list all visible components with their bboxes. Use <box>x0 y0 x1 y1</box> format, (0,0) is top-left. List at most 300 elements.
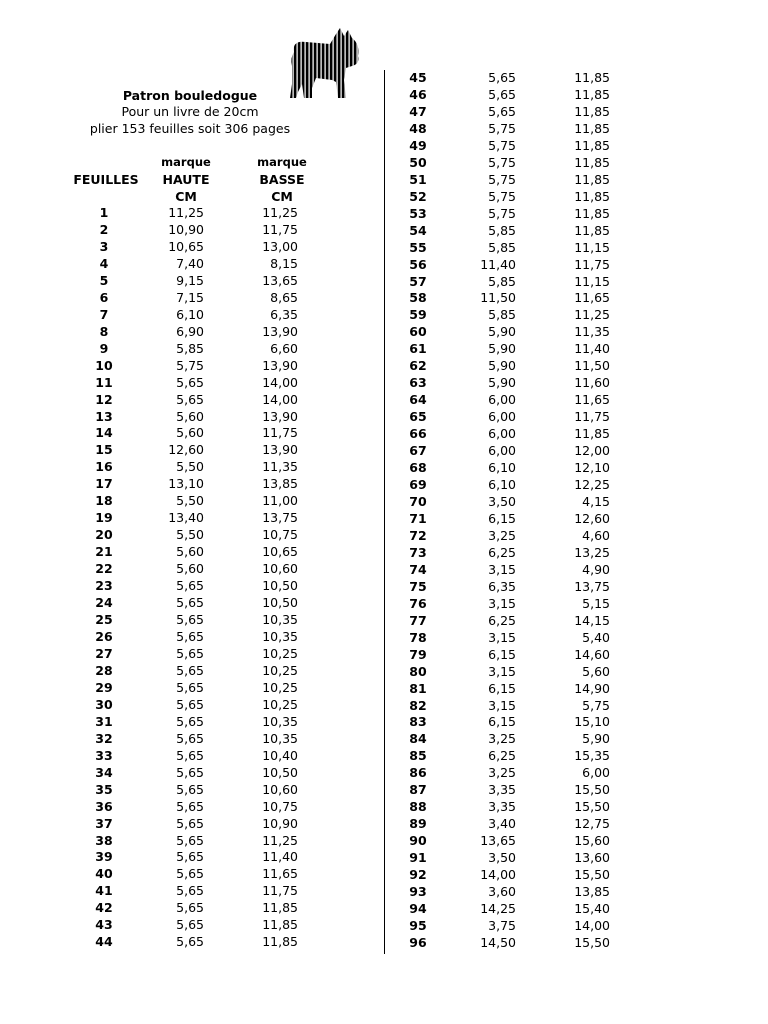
column-header-haute-line2: HAUTE <box>162 172 210 187</box>
marque-haute-value: 5,75 <box>488 154 516 170</box>
marque-haute-value: 5,65 <box>488 103 516 119</box>
marque-basse-value: 15,50 <box>574 799 610 815</box>
marque-basse-value: 4,90 <box>582 561 610 577</box>
marque-basse-value: 5,75 <box>582 697 610 713</box>
marque-haute-value: 6,35 <box>488 578 516 594</box>
marque-basse-value: 4,15 <box>582 494 610 509</box>
feuille-number: 74 <box>409 561 427 577</box>
feuille-number: 66 <box>409 426 427 442</box>
marque-basse-value: 11,65 <box>262 866 298 882</box>
marque-basse-value: 10,50 <box>262 764 298 780</box>
marque-basse-value: 14,60 <box>574 646 610 662</box>
marque-haute-value: 5,90 <box>488 358 516 374</box>
marque-haute-value: 5,65 <box>176 391 204 407</box>
marque-basse-value: 11,85 <box>262 917 298 933</box>
marque-basse-value: 11,85 <box>574 70 610 85</box>
marque-haute-value: 5,75 <box>488 188 516 204</box>
marque-basse-value: 13,85 <box>574 884 610 900</box>
marque-haute-value: 5,65 <box>176 849 204 865</box>
marque-haute-value: 10,65 <box>168 238 204 254</box>
marque-basse-value: 11,85 <box>262 934 298 950</box>
marque-basse-value: 10,90 <box>262 815 298 831</box>
table-row <box>0 798 768 815</box>
feuille-number: 6 <box>99 289 109 305</box>
marque-haute-value: 5,65 <box>176 730 204 746</box>
table-row <box>0 595 768 612</box>
feuille-number: 55 <box>409 239 427 255</box>
column-header-basse-line2: BASSE <box>259 172 305 187</box>
marque-basse-value: 11,25 <box>262 832 298 848</box>
table-row <box>0 663 768 680</box>
feuille-number: 79 <box>409 646 427 662</box>
feuille-number: 14 <box>95 425 113 441</box>
feuille-number: 85 <box>409 748 427 764</box>
marque-haute-value: 3,15 <box>488 697 516 713</box>
marque-haute-value: 5,50 <box>176 493 204 509</box>
feuille-number: 82 <box>409 697 427 713</box>
marque-haute-value: 5,60 <box>176 408 204 424</box>
marque-haute-value: 5,85 <box>488 222 516 238</box>
table-row <box>0 340 768 357</box>
document-subtitle-page-count: plier 153 feuilles soit 306 pages <box>89 121 291 136</box>
marque-haute-value: 13,10 <box>168 476 204 492</box>
marque-basse-value: 5,90 <box>582 731 610 747</box>
table-row <box>0 69 768 86</box>
marque-haute-value: 3,15 <box>488 629 516 645</box>
feuille-number: 49 <box>409 137 427 153</box>
marque-haute-value: 5,65 <box>176 883 204 899</box>
marque-haute-value: 14,25 <box>480 901 516 917</box>
marque-basse-value: 6,00 <box>582 765 610 781</box>
feuille-number: 30 <box>95 696 113 712</box>
marque-haute-value: 3,35 <box>488 782 516 798</box>
feuille-number: 45 <box>409 70 427 85</box>
marque-basse-value: 14,00 <box>262 391 298 407</box>
marque-haute-value: 5,65 <box>176 612 204 628</box>
marque-haute-value: 5,65 <box>176 679 204 695</box>
table-row <box>0 391 768 408</box>
feuille-number: 52 <box>409 188 427 204</box>
table-row <box>0 680 768 697</box>
table-row <box>0 459 768 476</box>
feuille-number: 94 <box>409 901 427 917</box>
marque-haute-value: 5,65 <box>176 713 204 729</box>
marque-basse-value: 11,85 <box>262 900 298 916</box>
feuille-number: 89 <box>409 816 427 832</box>
feuille-number: 77 <box>409 612 427 628</box>
table-row <box>0 612 768 629</box>
marque-basse-value: 10,75 <box>262 527 298 543</box>
marque-basse-value: 11,50 <box>574 358 610 374</box>
marque-basse-value: 11,75 <box>262 883 298 899</box>
marque-haute-value: 5,65 <box>176 696 204 712</box>
feuille-number: 19 <box>95 510 113 526</box>
marque-basse-value: 10,60 <box>262 781 298 797</box>
marque-haute-value: 5,75 <box>488 171 516 187</box>
marque-haute-value: 3,40 <box>488 816 516 832</box>
column-header-feuilles: FEUILLES <box>73 172 139 187</box>
table-row <box>0 120 768 137</box>
feuille-number: 43 <box>95 917 113 933</box>
marque-basse-value: 11,85 <box>574 188 610 204</box>
marque-basse-value: 15,50 <box>574 782 610 798</box>
feuille-number: 81 <box>409 680 427 696</box>
marque-basse-value: 11,85 <box>574 171 610 187</box>
marque-haute-value: 5,65 <box>176 629 204 644</box>
marque-basse-value: 12,10 <box>574 460 610 476</box>
feuille-number: 38 <box>95 832 113 848</box>
marque-basse-value: 13,75 <box>262 510 298 526</box>
marque-haute-value: 3,25 <box>488 527 516 543</box>
feuille-number: 56 <box>409 256 427 272</box>
marque-haute-value: 5,65 <box>176 900 204 916</box>
marque-haute-value: 3,35 <box>488 799 516 815</box>
marque-haute-value: 6,10 <box>488 477 516 493</box>
marque-haute-value: 11,25 <box>168 205 204 220</box>
document-subtitle-book-size: Pour un livre de 20cm <box>121 104 259 119</box>
feuille-number: 9 <box>99 340 109 356</box>
marque-haute-value: 5,65 <box>176 798 204 814</box>
marque-basse-value: 10,35 <box>262 713 298 729</box>
table-row <box>0 713 768 730</box>
marque-haute-value: 5,65 <box>176 934 204 950</box>
feuille-number: 42 <box>95 900 113 916</box>
feuille-number: 44 <box>95 934 113 950</box>
marque-haute-value: 5,85 <box>488 307 516 323</box>
feuille-number: 88 <box>409 799 427 815</box>
feuille-number: 31 <box>95 713 113 729</box>
feuille-number: 20 <box>95 527 113 543</box>
table-row <box>0 425 768 442</box>
marque-basse-value: 11,75 <box>262 221 298 237</box>
feuille-number: 3 <box>99 238 109 254</box>
feuille-number: 18 <box>95 493 113 509</box>
marque-haute-value: 6,00 <box>488 409 516 425</box>
marque-basse-value: 8,65 <box>270 289 298 305</box>
marque-basse-value: 11,85 <box>574 205 610 221</box>
marque-basse-value: 13,90 <box>262 408 298 424</box>
table-row <box>0 205 768 222</box>
feuille-number: 25 <box>95 612 113 628</box>
marque-haute-value: 13,65 <box>480 833 516 849</box>
feuille-number: 21 <box>95 544 113 560</box>
marque-haute-value: 5,65 <box>176 866 204 882</box>
marque-haute-value: 6,15 <box>488 646 516 662</box>
marque-haute-value: 5,90 <box>488 324 516 340</box>
marque-basse-value: 11,85 <box>574 426 610 442</box>
table-row <box>0 86 768 103</box>
feuille-number: 12 <box>95 391 113 407</box>
marque-basse-value: 14,00 <box>574 918 610 933</box>
marque-haute-value: 3,75 <box>488 918 516 933</box>
feuille-number: 50 <box>409 154 427 170</box>
feuille-number: 53 <box>409 205 427 221</box>
marque-haute-value: 12,60 <box>168 442 204 458</box>
marque-haute-value: 5,65 <box>176 832 204 848</box>
feuille-number: 1 <box>99 205 109 220</box>
feuille-number: 59 <box>409 307 427 323</box>
marque-haute-value: 5,75 <box>488 205 516 221</box>
marque-haute-value: 5,50 <box>176 459 204 475</box>
feuille-number: 40 <box>95 866 113 882</box>
marque-basse-value: 10,35 <box>262 629 298 644</box>
marque-basse-value: 4,60 <box>582 527 610 543</box>
marque-haute-value: 10,90 <box>168 221 204 237</box>
feuille-number: 4 <box>99 255 109 271</box>
marque-basse-value: 15,40 <box>574 901 610 917</box>
marque-basse-value: 15,50 <box>574 934 610 950</box>
marque-basse-value: 10,50 <box>262 578 298 594</box>
column-header-haute-line3: CM <box>175 189 197 204</box>
marque-haute-value: 6,00 <box>488 392 516 408</box>
marque-basse-value: 11,65 <box>574 290 610 306</box>
feuille-number: 91 <box>409 850 427 866</box>
marque-basse-value: 11,85 <box>574 222 610 238</box>
marque-basse-value: 12,60 <box>574 510 610 526</box>
marque-basse-value: 8,15 <box>270 255 298 271</box>
marque-basse-value: 13,90 <box>262 323 298 339</box>
marque-basse-value: 11,75 <box>574 256 610 272</box>
table-row <box>0 747 768 764</box>
feuille-number: 54 <box>409 222 427 238</box>
marque-basse-value: 10,60 <box>262 561 298 577</box>
marque-basse-value: 11,35 <box>262 459 298 475</box>
marque-haute-value: 6,15 <box>488 714 516 730</box>
marque-basse-value: 14,15 <box>574 612 610 628</box>
marque-haute-value: 5,90 <box>488 375 516 391</box>
marque-basse-value: 13,00 <box>262 238 298 254</box>
marque-haute-value: 6,15 <box>488 510 516 526</box>
marque-basse-value: 11,35 <box>574 324 610 340</box>
marque-haute-value: 5,75 <box>176 357 204 373</box>
marque-haute-value: 3,25 <box>488 731 516 747</box>
table-row <box>0 646 768 663</box>
feuille-number: 37 <box>95 815 113 831</box>
marque-basse-value: 11,85 <box>574 120 610 136</box>
feuille-number: 90 <box>409 833 427 849</box>
marque-basse-value: 13,90 <box>262 442 298 458</box>
marque-haute-value: 5,50 <box>176 527 204 543</box>
marque-basse-value: 11,75 <box>262 425 298 441</box>
feuille-number: 13 <box>95 408 113 424</box>
marque-basse-value: 13,90 <box>262 357 298 373</box>
marque-basse-value: 11,85 <box>574 137 610 153</box>
marque-haute-value: 7,15 <box>176 289 204 305</box>
marque-basse-value: 13,75 <box>574 578 610 594</box>
table-row <box>0 544 768 561</box>
table-row <box>0 357 768 374</box>
marque-basse-value: 10,50 <box>262 595 298 611</box>
feuille-number: 87 <box>409 782 427 798</box>
marque-basse-value: 6,60 <box>270 340 298 356</box>
table-row <box>0 849 768 866</box>
marque-basse-value: 11,25 <box>574 307 610 323</box>
feuille-number: 48 <box>409 120 427 136</box>
marque-haute-value: 6,00 <box>488 443 516 459</box>
feuille-number: 51 <box>409 171 427 187</box>
marque-haute-value: 5,60 <box>176 561 204 577</box>
marque-haute-value: 5,65 <box>176 374 204 390</box>
table-row <box>0 476 768 493</box>
marque-basse-value: 12,00 <box>574 443 610 459</box>
table-row <box>0 374 768 391</box>
feuille-number: 70 <box>409 494 427 509</box>
marque-haute-value: 6,25 <box>488 544 516 560</box>
feuille-number: 2 <box>99 221 109 237</box>
marque-haute-value: 5,60 <box>176 425 204 441</box>
marque-basse-value: 13,85 <box>262 476 298 492</box>
table-row <box>0 408 768 425</box>
feuille-number: 22 <box>95 561 113 577</box>
marque-haute-value: 5,85 <box>176 340 204 356</box>
marque-basse-value: 11,40 <box>262 849 298 865</box>
marque-haute-value: 5,65 <box>176 578 204 594</box>
table-row <box>0 578 768 595</box>
marque-basse-value: 11,85 <box>574 103 610 119</box>
marque-haute-value: 3,60 <box>488 884 516 900</box>
marque-haute-value: 5,90 <box>488 341 516 357</box>
feuille-number: 68 <box>409 460 427 476</box>
marque-haute-value: 3,50 <box>488 850 516 866</box>
marque-haute-value: 6,90 <box>176 323 204 339</box>
marque-haute-value: 7,40 <box>176 255 204 271</box>
table-row <box>0 629 768 646</box>
feuille-number: 61 <box>409 341 427 357</box>
table-row <box>0 697 768 714</box>
feuille-number: 60 <box>409 324 427 340</box>
table-row <box>0 323 768 340</box>
marque-basse-value: 14,00 <box>262 374 298 390</box>
marque-basse-value: 11,65 <box>574 392 610 408</box>
marque-haute-value: 5,65 <box>488 86 516 102</box>
marque-haute-value: 6,25 <box>488 748 516 764</box>
feuille-number: 32 <box>95 730 113 746</box>
marque-basse-value: 10,25 <box>262 662 298 678</box>
marque-haute-value: 6,15 <box>488 680 516 696</box>
marque-haute-value: 5,65 <box>176 662 204 678</box>
marque-basse-value: 11,15 <box>574 273 610 289</box>
feuille-number: 92 <box>409 867 427 883</box>
feuille-number: 33 <box>95 747 113 763</box>
table-row <box>0 171 768 188</box>
table-row <box>0 222 768 239</box>
table-row <box>0 832 768 849</box>
feuille-number: 36 <box>95 798 113 814</box>
marque-basse-value: 11,25 <box>262 205 298 220</box>
marque-basse-value: 6,35 <box>270 306 298 322</box>
marque-haute-value: 14,50 <box>480 934 516 950</box>
marque-basse-value: 10,65 <box>262 544 298 560</box>
feuille-number: 46 <box>409 86 427 102</box>
feuille-number: 83 <box>409 714 427 730</box>
marque-haute-value: 5,75 <box>488 137 516 153</box>
marque-haute-value: 5,65 <box>488 70 516 85</box>
table-row <box>0 510 768 527</box>
marque-haute-value: 11,40 <box>480 256 516 272</box>
marque-haute-value: 3,15 <box>488 663 516 679</box>
table-row <box>0 442 768 459</box>
feuille-number: 7 <box>99 306 109 322</box>
feuille-number: 5 <box>99 272 109 288</box>
table-row <box>0 730 768 747</box>
marque-haute-value: 6,00 <box>488 426 516 442</box>
marque-basse-value: 15,50 <box>574 867 610 883</box>
feuille-number: 34 <box>95 764 113 780</box>
marque-basse-value: 13,25 <box>574 544 610 560</box>
marque-haute-value: 3,15 <box>488 561 516 577</box>
feuille-number: 95 <box>409 918 427 933</box>
marque-haute-value: 3,15 <box>488 595 516 611</box>
document-title: Patron bouledogue <box>122 88 258 103</box>
marque-basse-value: 11,40 <box>574 341 610 357</box>
feuille-number: 57 <box>409 273 427 289</box>
table-row <box>0 917 768 934</box>
table-row <box>0 188 768 205</box>
feuille-number: 96 <box>409 934 427 950</box>
marque-haute-value: 5,65 <box>176 747 204 763</box>
table-row <box>0 493 768 510</box>
feuille-number: 78 <box>409 629 427 645</box>
marque-basse-value: 5,15 <box>582 595 610 611</box>
feuille-number: 84 <box>409 731 427 747</box>
marque-basse-value: 10,40 <box>262 747 298 763</box>
marque-haute-value: 6,10 <box>176 306 204 322</box>
marque-basse-value: 12,25 <box>574 477 610 493</box>
table-row <box>0 137 768 154</box>
feuille-number: 76 <box>409 595 427 611</box>
marque-basse-value: 5,40 <box>582 629 610 645</box>
table-row <box>0 934 768 951</box>
feuille-number: 24 <box>95 595 113 611</box>
feuille-number: 58 <box>409 290 427 306</box>
feuille-number: 16 <box>95 459 113 475</box>
marque-haute-value: 6,25 <box>488 612 516 628</box>
column-header-basse-line3: CM <box>271 189 293 204</box>
feuille-number: 35 <box>95 781 113 797</box>
feuille-number: 8 <box>99 323 109 339</box>
marque-basse-value: 10,25 <box>262 679 298 695</box>
marque-basse-value: 5,60 <box>582 663 610 679</box>
marque-haute-value: 5,60 <box>176 544 204 560</box>
feuille-number: 65 <box>409 409 427 425</box>
feuille-number: 67 <box>409 443 427 459</box>
marque-basse-value: 11,75 <box>574 409 610 425</box>
marque-haute-value: 6,10 <box>488 460 516 476</box>
feuille-number: 63 <box>409 375 427 391</box>
marque-haute-value: 9,15 <box>176 272 204 288</box>
marque-basse-value: 15,10 <box>574 714 610 730</box>
table-row <box>0 527 768 544</box>
feuille-number: 29 <box>95 679 113 695</box>
feuille-number: 10 <box>95 357 113 373</box>
marque-basse-value: 11,00 <box>262 493 298 509</box>
marque-basse-value: 10,25 <box>262 696 298 712</box>
feuille-number: 69 <box>409 477 427 493</box>
feuille-number: 27 <box>95 645 113 661</box>
table-row <box>0 561 768 578</box>
feuille-number: 72 <box>409 527 427 543</box>
marque-haute-value: 5,75 <box>488 120 516 136</box>
table-row <box>0 256 768 273</box>
table-row <box>0 900 768 917</box>
feuille-number: 17 <box>95 476 113 492</box>
marque-haute-value: 11,50 <box>480 290 516 306</box>
table-row <box>0 815 768 832</box>
marque-basse-value: 11,60 <box>574 375 610 391</box>
marque-basse-value: 10,35 <box>262 730 298 746</box>
feuille-number: 26 <box>95 629 113 644</box>
feuille-number: 39 <box>95 849 113 865</box>
